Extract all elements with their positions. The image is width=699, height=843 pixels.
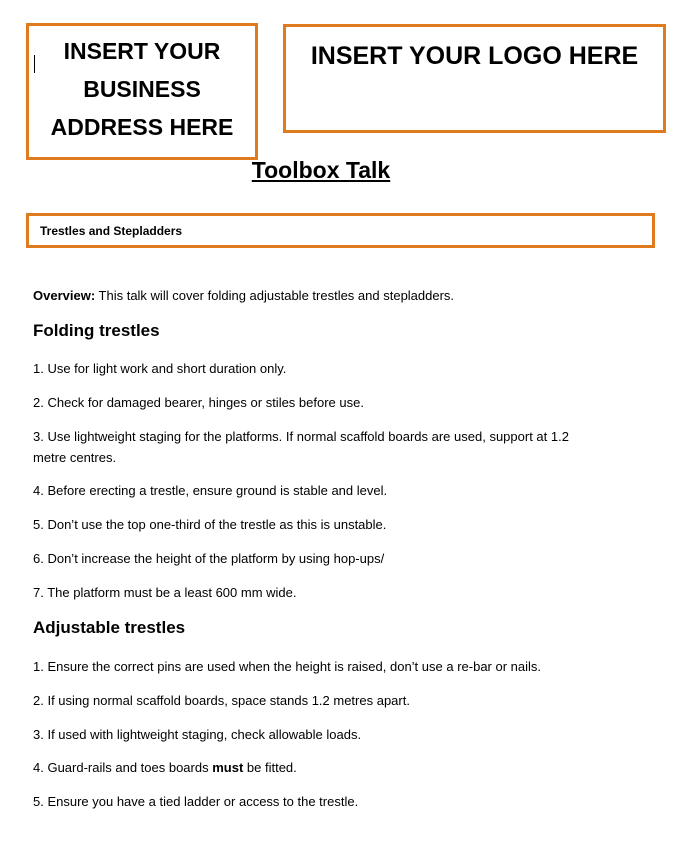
- list-item: 2. If using normal scaffold boards, space stands 1.2 metres apart.: [33, 693, 410, 708]
- list-item: 4. Before erecting a trestle, ensure ground is stable and level.: [33, 483, 388, 498]
- overview-label: Overview:: [33, 288, 96, 303]
- list-item-continuation: metre centres.: [33, 450, 117, 465]
- section-heading-adjustable-trestles: Adjustable trestles: [33, 618, 186, 637]
- list-item: 7. The platform must be a least 600 mm wide.: [33, 585, 297, 600]
- list-item: 6. Don’t increase the height of the platform by using hop-ups/: [33, 551, 385, 566]
- address-line: ADDRESS HERE: [50, 114, 234, 140]
- overview-text: This talk will cover folding adjustable trestles and stepladders.: [95, 288, 455, 303]
- list-item-text: 4. Guard-rails and toes boards: [33, 760, 213, 775]
- address-line: BUSINESS: [83, 76, 201, 102]
- list-item: 5. Ensure you have a tied ladder or access to the trestle.: [33, 794, 359, 809]
- list-item: 1. Ensure the correct pins are used when the height is raised, don’t use a re-bar or nails.: [33, 659, 542, 674]
- list-item: 1. Use for light work and short duration only.: [33, 361, 287, 376]
- logo-placeholder-box: [283, 24, 666, 133]
- page-title: Toolbox Talk: [251, 157, 391, 183]
- overview-paragraph: [33, 285, 454, 306]
- list-item: 3. Use lightweight staging for the platforms. If normal scaffold boards are used, support at 1.2: [33, 429, 569, 444]
- list-item-text: be fitted.: [243, 760, 297, 775]
- list-item: 3. If used with lightweight staging, check allowable loads.: [33, 727, 362, 742]
- list-item: 2. Check for damaged bearer, hinges or stiles before use.: [33, 395, 364, 410]
- subject-box: [26, 213, 655, 248]
- address-line: INSERT YOUR: [63, 38, 221, 64]
- subject-text: Trestles and Stepladders: [40, 224, 183, 238]
- section-heading-folding-trestles: Folding trestles: [33, 321, 160, 340]
- list-item: 5. Don’t use the top one-third of the trestle as this is unstable.: [33, 517, 387, 532]
- business-address-box: [26, 23, 258, 160]
- list-item: [33, 757, 297, 778]
- logo-placeholder-text: INSERT YOUR LOGO HERE: [310, 42, 639, 70]
- list-item-emphasis: must: [212, 760, 244, 775]
